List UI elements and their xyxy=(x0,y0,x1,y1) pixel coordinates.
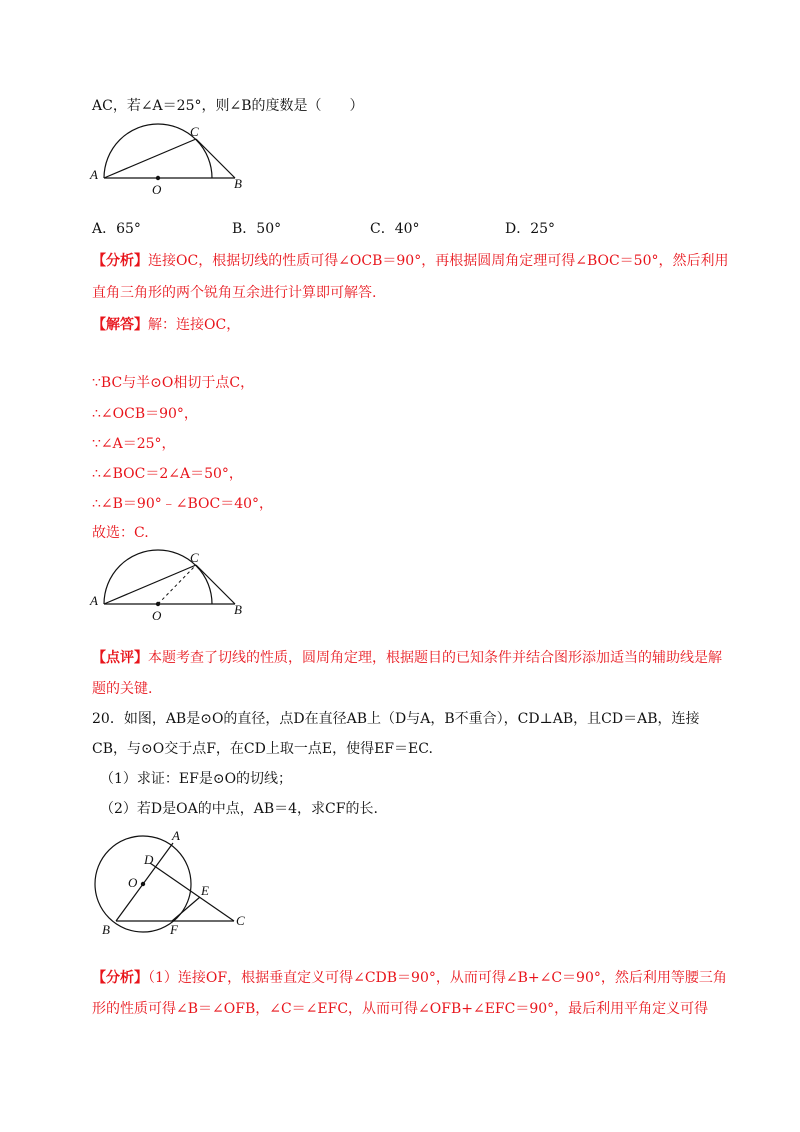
question-20-part-2: （2）若D是OA的中点，AB＝4，求CF的长. xyxy=(100,801,378,817)
fig2-label-a: A xyxy=(90,593,98,608)
fig1-label-a: A xyxy=(90,167,98,182)
fig3-label-c: C xyxy=(236,913,245,928)
figure-2-semicircle-with-radius xyxy=(88,548,258,628)
answer-1-step-4: ∴∠BOC＝2∠A＝50°， xyxy=(92,466,243,482)
figure-1-semicircle xyxy=(88,122,258,202)
fig1-label-c: C xyxy=(190,124,199,139)
analysis-2-tag: 【分析】 xyxy=(92,970,148,986)
fig1-label-o: O xyxy=(152,182,162,197)
fig2-label-b: B xyxy=(234,602,242,617)
answer-1-head: 【解答】解：连接OC， xyxy=(92,317,241,333)
fig3-label-f: F xyxy=(170,922,178,937)
fig3-label-d: D xyxy=(144,852,154,867)
comment-1-tag: 【点评】 xyxy=(92,650,148,666)
analysis-2-line-1: 【分析】（1）连接OF，根据垂直定义可得∠CDB＝90°，从而可得∠B+∠C＝90°，然后利用等腰三角 xyxy=(92,970,727,986)
answer-1-step-2: ∴∠OCB＝90°， xyxy=(92,406,198,422)
question-20-part-1: （1）求证：EF是⊙O的切线； xyxy=(100,771,293,787)
option-b: B．50° xyxy=(232,221,282,237)
analysis-1-line-1: 【分析】连接OC，根据切线的性质可得∠OCB＝90°，再根据圆周角定理可得∠BOC＝50°，然后利用 xyxy=(92,253,729,269)
comment-1-line-2: 题的关键. xyxy=(92,681,153,697)
question-20-line-1: 20．如图，AB是⊙O的直径，点D在直径AB上（D与A，B不重合），CD⊥AB，且CD＝AB，连接 xyxy=(92,711,700,727)
analysis-1-line-2: 直角三角形的两个锐角互余进行计算即可解答. xyxy=(92,285,377,301)
answer-1-step-6: 故选：C. xyxy=(92,525,149,541)
fig3-label-o: O xyxy=(128,875,138,890)
figure-3-circle-tangent xyxy=(88,828,258,943)
question-20-line-2: CB，与⊙O交于点F，在CD上取一点E，使得EF＝EC. xyxy=(92,741,433,757)
fig3-label-a: A xyxy=(172,828,180,843)
fig3-label-b: B xyxy=(102,922,110,937)
option-d: D．25° xyxy=(505,221,556,237)
answer-1-step-5: ∴∠B＝90°﹣∠BOC＝40°， xyxy=(92,496,274,512)
analysis-2-line-2: 形的性质可得∠B＝∠OFB，∠C＝∠EFC，从而可得∠OFB+∠EFC＝90°，最后利用平角定义可得 xyxy=(92,1001,709,1017)
fig3-label-e: E xyxy=(201,883,209,898)
analysis-1-tag: 【分析】 xyxy=(92,253,148,269)
question-19-tail: AC，若∠A＝25°，则∠B的度数是（ ） xyxy=(92,98,364,114)
answer-1-step-3: ∵∠A＝25°， xyxy=(92,436,176,452)
answer-1-step-1: ∵BC与半⊙O相切于点C， xyxy=(92,375,255,391)
fig1-label-b: B xyxy=(234,176,242,191)
answer-1-tag: 【解答】 xyxy=(92,317,148,333)
fig2-label-c: C xyxy=(190,550,199,565)
option-a: A．65° xyxy=(92,221,141,237)
fig2-label-o: O xyxy=(152,608,162,623)
option-c: C．40° xyxy=(370,221,420,237)
comment-1-line-1: 【点评】本题考查了切线的性质，圆周角定理，根据题目的已知条件并结合图形添加适当的辅助线是解 xyxy=(92,650,722,666)
